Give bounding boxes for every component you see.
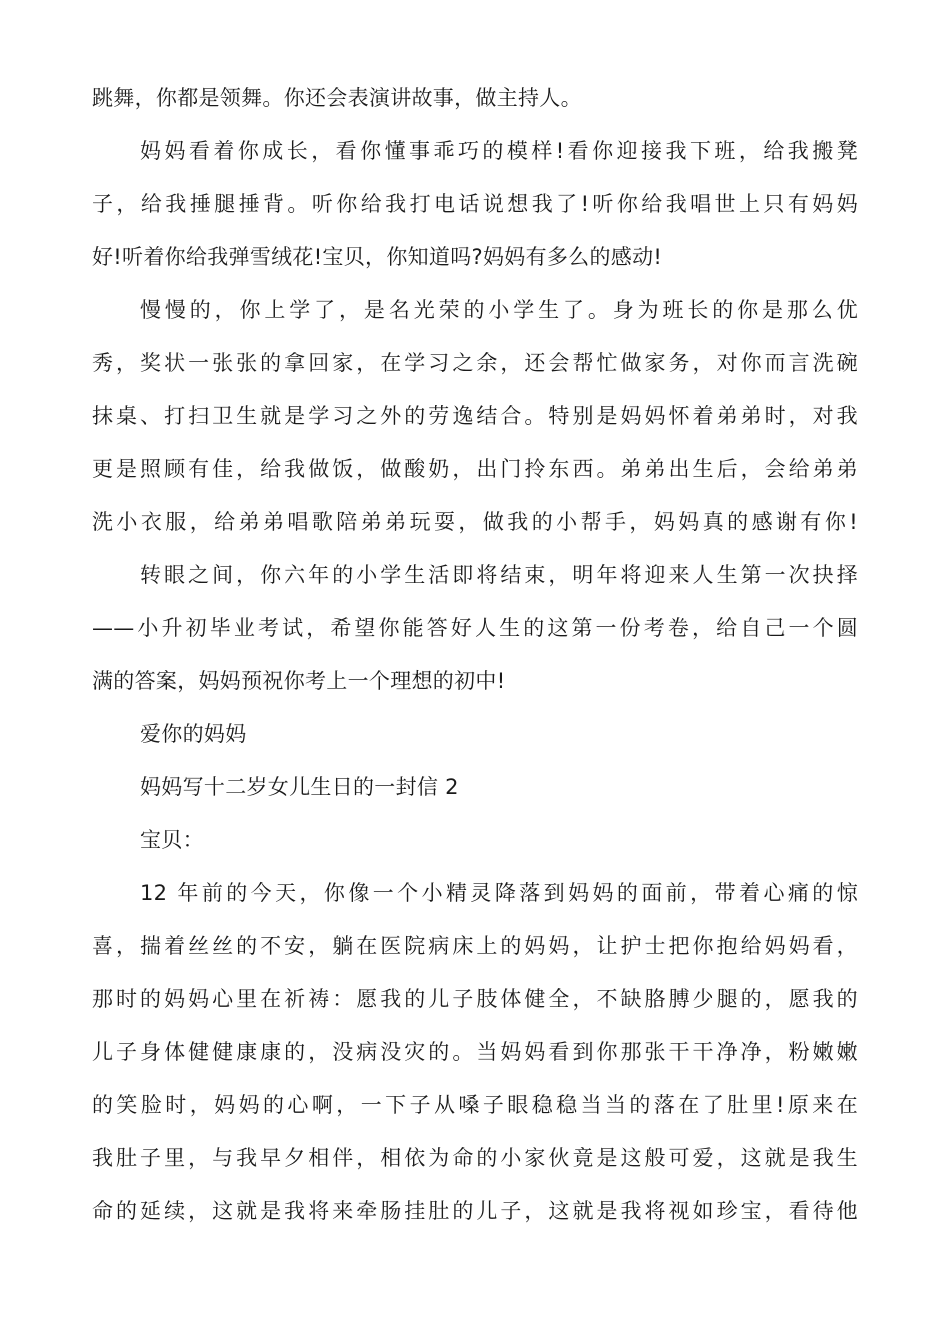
text-line: 洗小衣服，给弟弟唱歌陪弟弟玩耍，做我的小帮手，妈妈真的感谢有你! (92, 510, 858, 534)
paragraph (92, 761, 858, 814)
text-line: 喜，揣着丝丝的不安，躺在医院病床上的妈妈，让护士把你抱给妈妈看， (92, 934, 858, 958)
text-line: 跳舞，你都是领舞。你还会表演讲故事，做主持人。 (92, 86, 582, 110)
text-line: 的笑脸时，妈妈的心啊，一下子从嗓子眼稳稳当当的落在了肚里!原来在 (92, 1093, 858, 1117)
letter-body (92, 72, 858, 1238)
text-line: 妈妈写十二岁女儿生日的一封信 2 (140, 775, 459, 799)
text-line: 秀，奖状一张张的拿回家，在学习之余，还会帮忙做家务，对你而言洗碗 (92, 351, 858, 375)
text-line: 抹桌、打扫卫生就是学习之外的劳逸结合。特别是妈妈怀着弟弟时，对我 (92, 404, 858, 428)
paragraph (92, 125, 858, 284)
paragraph (92, 284, 858, 549)
text-line: 儿子身体健健康康的，没病没灾的。当妈妈看到你那张干干净净，粉嫩嫩 (92, 1040, 858, 1064)
text-line: 满的答案，妈妈预祝你考上一个理想的初中! (92, 669, 506, 693)
paragraph (92, 867, 858, 1238)
text-line: 更是照顾有佳，给我做饭，做酸奶，出门拎东西。弟弟出生后，会给弟弟 (92, 457, 858, 481)
text-line: 12 年前的今天，你像一个小精灵降落到妈妈的面前，带着心痛的惊 (140, 881, 858, 905)
text-line: 我肚子里，与我早夕相伴，相依为命的小家伙竟是这般可爱，这就是我生 (92, 1146, 858, 1170)
text-line: 宝贝： (140, 828, 204, 852)
text-line: 爱你的妈妈 (140, 722, 247, 746)
text-line: 妈妈看着你成长，看你懂事乖巧的模样!看你迎接我下班，给我搬凳 (140, 139, 858, 163)
text-line: 慢慢的，你上学了，是名光荣的小学生了。身为班长的你是那么优 (140, 298, 858, 322)
text-line: 命的延续，这就是我将来牵肠挂肚的儿子，这就是我将视如珍宝，看待他 (92, 1199, 858, 1223)
text-line: ——小升初毕业考试，希望你能答好人生的这第一份考卷，给自己一个圆 (92, 616, 858, 640)
text-line: 子，给我捶腿捶背。听你给我打电话说想我了!听你给我唱世上只有妈妈 (92, 192, 858, 216)
paragraph (92, 814, 858, 867)
paragraph (92, 72, 858, 125)
paragraph (92, 549, 858, 708)
text-line: 转眼之间，你六年的小学生活即将结束，明年将迎来人生第一次抉择 (140, 563, 858, 587)
paragraph (92, 708, 858, 761)
text-line: 好!听着你给我弹雪绒花!宝贝，你知道吗?妈妈有多么的感动! (92, 245, 663, 269)
text-line: 那时的妈妈心里在祈祷：愿我的儿子肢体健全，不缺胳膊少腿的，愿我的 (92, 987, 858, 1011)
